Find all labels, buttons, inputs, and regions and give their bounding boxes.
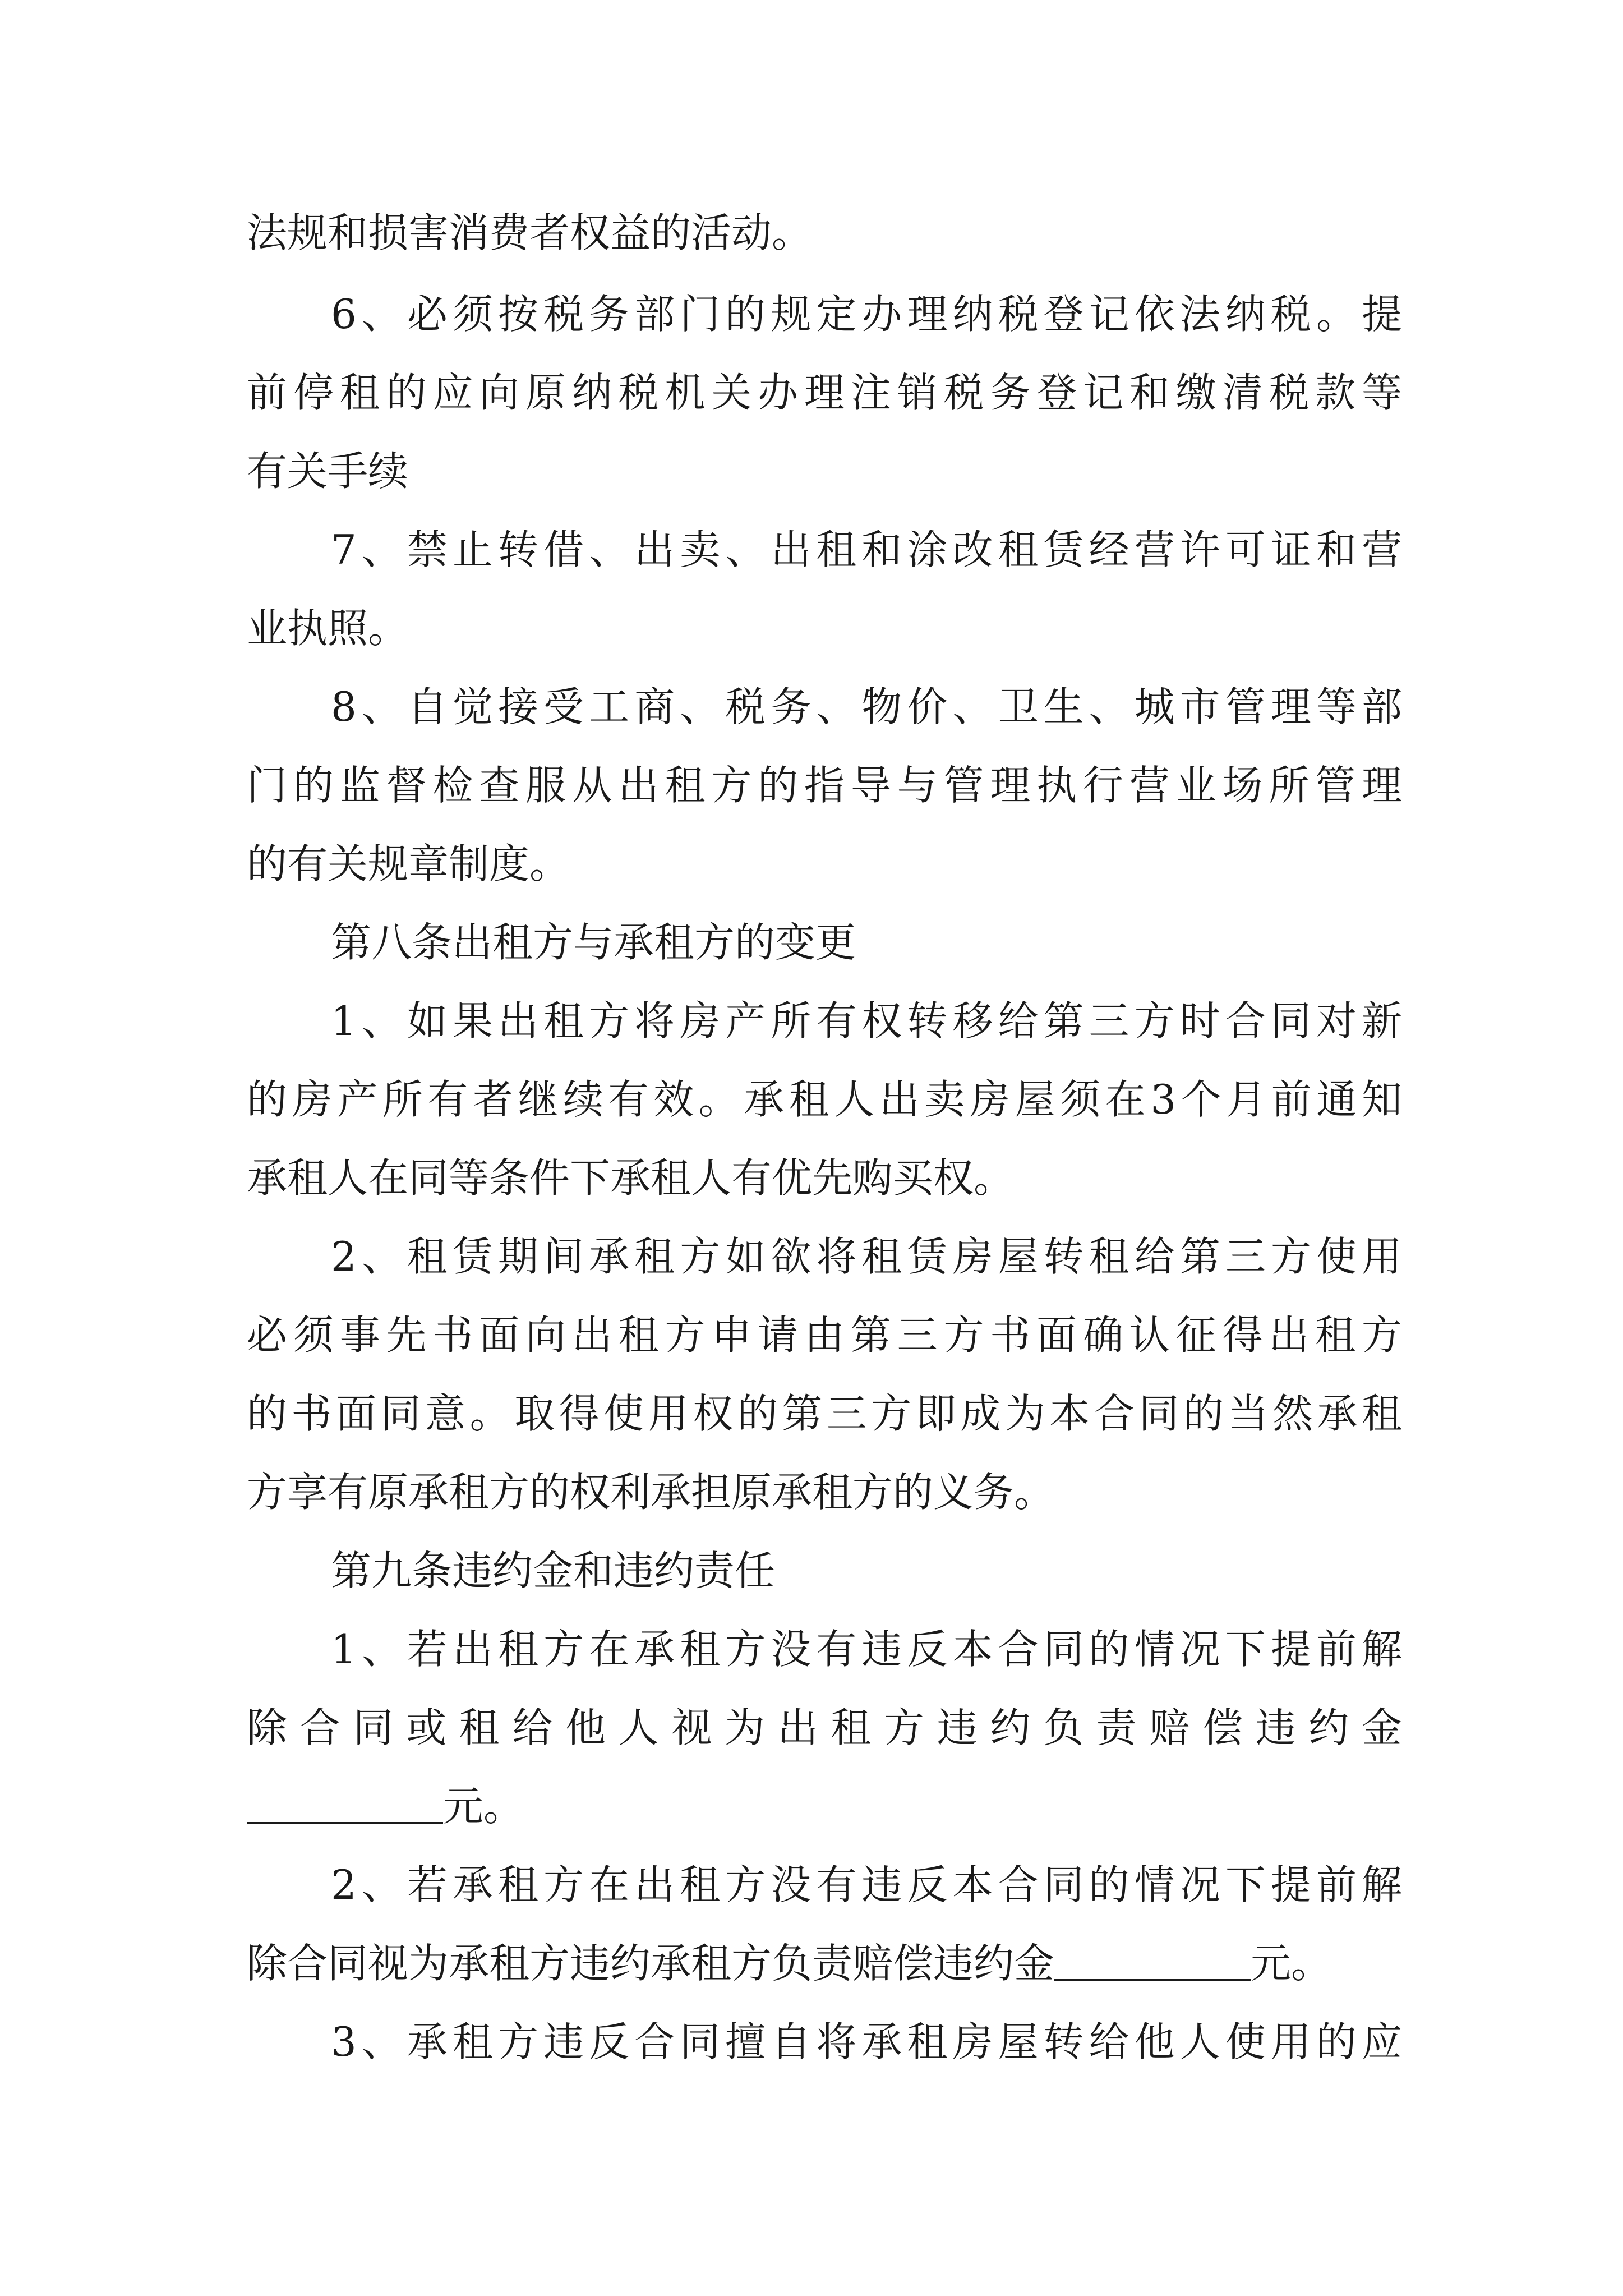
text-line: 前停租的应向原纳税机关办理注销税务登记和缴清税款等	[247, 369, 1402, 416]
text-line: 法规和损害消费者权益的活动。	[247, 209, 813, 256]
text-line: 6、必须按税务部门的规定办理纳税登记依法纳税。提	[331, 291, 1402, 338]
text-line: 门的监督检查服从出租方的指导与管理执行营业场所管理	[247, 762, 1402, 809]
text-line: 承租人在同等条件下承租人有优先购买权。	[247, 1154, 1015, 1202]
section-heading: 第八条出租方与承租方的变更	[331, 919, 856, 966]
text-line: 7、禁止转借、出卖、出租和涂改租赁经营许可证和营	[331, 526, 1402, 573]
text-line: 3、承租方违反合同擅自将承租房屋转给他人使用的应	[331, 2018, 1402, 2065]
text-line	[247, 1775, 1402, 1837]
text-line: 有关手续	[247, 448, 409, 495]
text-line: 方享有原承租方的权利承担原承租方的义务。	[247, 1469, 1055, 1516]
text-line: 的书面同意。取得使用权的第三方即成为本合同的当然承租	[247, 1390, 1402, 1437]
text-line: 的有关规章制度。	[247, 840, 570, 887]
text-line: 8、自觉接受工商、税务、物价、卫生、城市管理等部	[331, 683, 1402, 730]
fill-in-blank	[247, 1821, 443, 1824]
text-line: 业执照。	[247, 605, 409, 652]
text-line: 除合同或租给他人视为出租方违约负责赔偿违约金	[247, 1704, 1402, 1751]
text-line: 2、租赁期间承租方如欲将租赁房屋转租给第三方使用	[331, 1233, 1402, 1280]
text-line: 的房产所有者继续有效。承租人出卖房屋须在3个月前通知	[247, 1076, 1402, 1123]
section-heading: 第九条违约金和违约责任	[331, 1547, 776, 1594]
unit-text: 元。	[443, 1783, 524, 1830]
text-segment: 除合同视为承租方违约承租方负责赔偿违约金	[247, 1940, 1055, 1987]
text-line	[247, 1932, 1402, 1994]
text-line: 1、如果出租方将房产所有权转移给第三方时合同对新	[331, 997, 1402, 1045]
fill-in-blank	[1054, 1978, 1251, 1981]
text-line: 2、若承租方在出租方没有违反本合同的情况下提前解	[331, 1861, 1402, 1908]
text-line: 1、若出租方在承租方没有违反本合同的情况下提前解	[331, 1626, 1402, 1673]
unit-text: 元。	[1251, 1940, 1332, 1987]
text-line: 必须事先书面向出租方申请由第三方书面确认征得出租方	[247, 1312, 1402, 1359]
